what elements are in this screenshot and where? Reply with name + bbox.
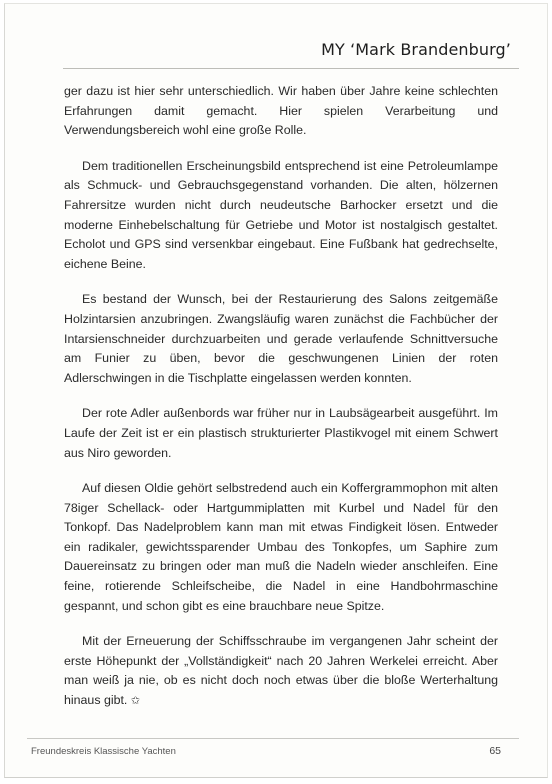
footer-rule [27,738,519,739]
paragraph-2: Dem traditionellen Erscheinungsbild entsprechend ist eine Petroleumlampe als Schmuck- und Gebrauchsgegenstand vorhanden. Die alten, hölzernen Fahrersitze wurden nicht durch neudeutsche Barhocker ersetzt und die moderne Einhebelschaltung für Getriebe und Motor ist nostalgisch gestaltet. Echolot und GPS sind versenkbar eingebaut. Eine Fußbank hat gedrechselte, eichene Beine. [64,158,498,271]
paragraph-1: ger dazu ist hier sehr unterschiedlich. Wir haben über Jahre keine schlechten Erfahrungen damit gemacht. Hier spielen Verarbeitung und Verwendungsbereich wohl eine große Rolle. [64,84,498,138]
end-star-icon: ✩ [130,695,141,708]
paragraph-5: Auf diesen Oldie gehört selbstredend auch ein Koffergrammophon mit alten 78iger Schellack- oder Hartgummiplatten mit Kurbel und Nadel für den Tonkopf. Das Nadelproblem kann man mit etwas Findigkeit lösen. Entweder ein radikaler, gewichtssparender Umbau des Tonkopfes, um Saphire zum Dauereinsatz zu bringen oder man muß die Nadeln wieder anschleifen. Eine feine, rotierende Schleifscheibe, die Nadel in eine Handbohrmaschine gespannt, und schon gibt es eine brauchbare neue Spitze. [64,481,498,613]
running-head-title: MY ‘Mark Brandenburg’ [321,40,511,59]
paragraph-4: Der rote Adler außenbords war früher nur in Laubsägearbeit ausgeführt. Im Laufe der Zeit ist er ein plastisch strukturierter Plastikvogel mit einem Schwert aus Niro geworden. [64,406,498,460]
header-rule [63,68,519,69]
document-page [4,3,548,778]
page-number: 65 [489,745,501,757]
paragraph-6-text: Mit der Erneuerung der Schiffsschraube im vergangenen Jahr scheint der erste Höhepunkt der „Vollständigkeit“ nach 20 Jahren Werkelei erreicht. Aber man weiß ja nie, ob es nicht doch noch etwas über die bloße Werterhaltung hinaus gibt. [64,634,498,708]
footer-publisher: Freundeskreis Klassische Yachten [31,746,176,757]
article-body [64,82,498,728]
paragraph-6 [64,632,498,711]
paragraph-3: Es bestand der Wunsch, bei der Restaurierung des Salons zeitgemäße Holzintarsien anzubringen. Zwangsläufig waren zunächst die Fachbücher der Intarsienschneider durchzuarbeiten und gerade verlaufende Schnittversuche am Funier zu üben, bevor die geschwungenen Linien der roten Adlerschwingen in die Tischplatte eingelassen werden konnten. [64,292,498,385]
